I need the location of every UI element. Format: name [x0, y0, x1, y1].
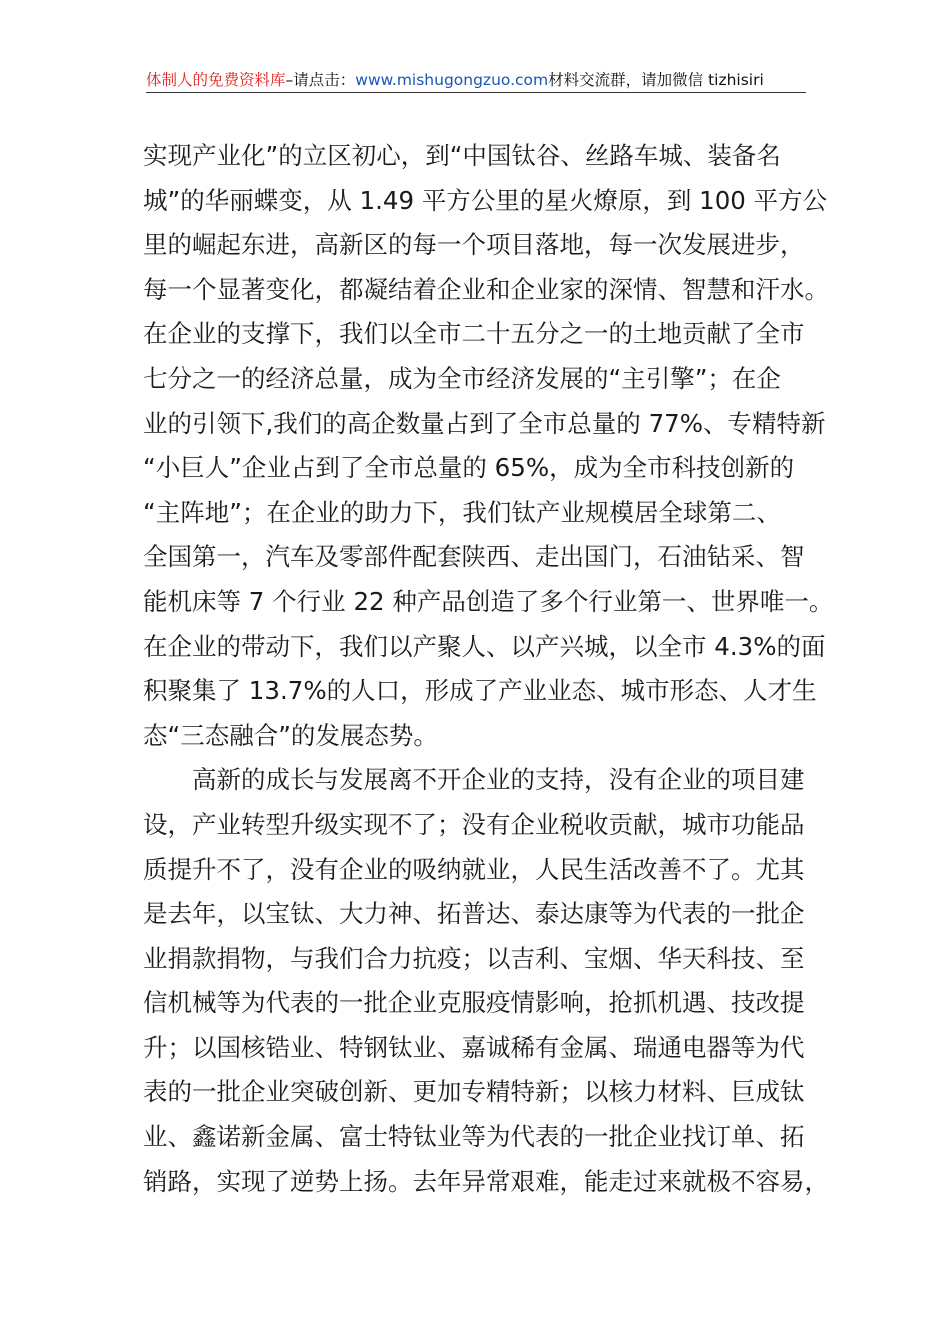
text-line: 在企业的支撑下，我们以全市二十五分之一的土地贡献了全市	[143, 319, 805, 349]
text-line: 升；以国核锆业、特钢钛业、嘉诚稀有金属、瑞通电器等为代	[143, 1032, 805, 1062]
text-line: 业捐款捐物，与我们合力抗疫；以吉利、宝烟、华天科技、至	[143, 943, 805, 973]
text-line: 在企业的带动下，我们以产聚人、以产兴城，以全市 4.3%的面	[143, 631, 826, 661]
header-lead-text: –请点击：	[285, 71, 356, 89]
text-line: 实现产业化”的立区初心，到“中国钛谷、丝路车城、装备名	[143, 141, 781, 170]
text-line: 全国第一，汽车及零部件配套陕西、走出国门，石油钻采、智	[143, 542, 805, 572]
paragraph-first-line: 高新的成长与发展离不开企业的支持，没有企业的项目建	[192, 765, 805, 795]
header-contact-text: 材料交流群，请加微信 tizhisiri	[548, 71, 764, 89]
text-line: 城”的华丽蝶变，从 1.49 平方公里的星火燎原，到 100 平方公	[143, 185, 828, 215]
text-line: 质提升不了，没有企业的吸纳就业，人民生活改善不了。尤其	[143, 854, 805, 884]
header-brand: 体制人的免费资料库	[146, 71, 286, 89]
text-line: 每一个显著变化，都凝结着企业和企业家的深情、智慧和汗水。	[143, 274, 829, 304]
text-line: 业的引领下,我们的高企数量占到了全市总量的 77%、专精特新	[143, 408, 826, 438]
header-link[interactable]: www.mishugongzuo.com	[355, 71, 549, 89]
text-line: 设，产业转型升级实现不了；没有企业税收贡献，城市功能品	[143, 809, 805, 839]
body-text	[143, 134, 834, 1204]
text-line: 积聚集了 13.7%的人口，形成了产业业态、城市形态、人才生	[143, 676, 817, 706]
text-line: 态“三态融合”的发展态势。	[143, 720, 438, 750]
text-line: “小巨人”企业占到了全市总量的 65%，成为全市科技创新的	[143, 453, 795, 483]
text-line: 业、鑫诺新金属、富士特钛业等为代表的一批企业找订单、拓	[143, 1122, 805, 1152]
text-line: 表的一批企业突破创新、更加专精特新；以核力材料、巨成钛	[143, 1077, 805, 1107]
text-line: 销路，实现了逆势上扬。去年异常艰难，能走过来就极不容易，	[143, 1166, 829, 1196]
text-line: “主阵地”；在企业的助力下，我们钛产业规模居全球第二、	[143, 497, 781, 527]
text-line: 是去年，以宝钛、大力神、拓普达、泰达康等为代表的一批企	[143, 899, 805, 929]
text-line: 七分之一的经济总量，成为全市经济发展的“主引擎”；在企	[143, 363, 781, 393]
text-line: 能机床等 7 个行业 22 种产品创造了多个行业第一、世界唯一。	[143, 586, 834, 616]
page-header	[146, 68, 806, 93]
text-line: 信机械等为代表的一批企业克服疫情影响，抢抓机遇、技改提	[143, 988, 805, 1018]
text-line: 里的崛起东进，高新区的每一个项目落地，每一次发展进步，	[143, 230, 805, 260]
